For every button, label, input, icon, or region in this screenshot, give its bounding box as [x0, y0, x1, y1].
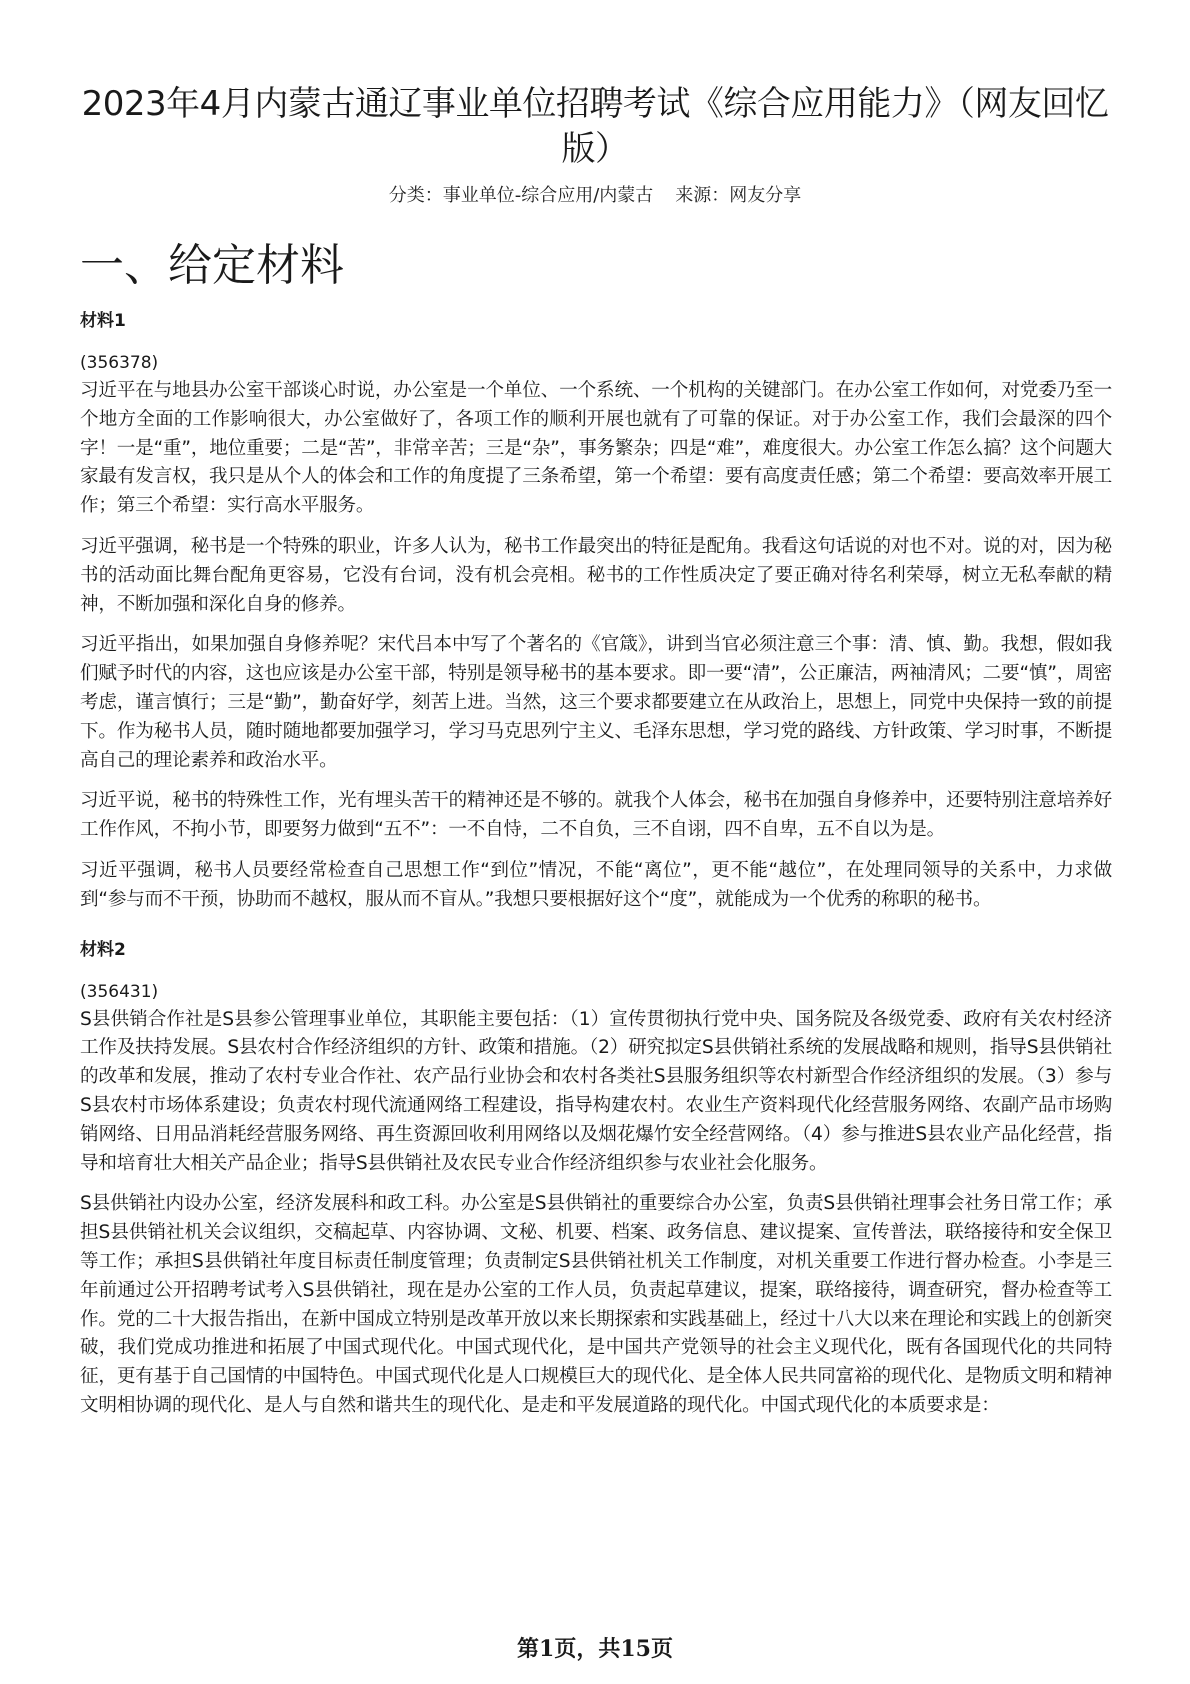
document-title: 2023年4月内蒙古通辽事业单位招聘考试《综合应用能力》（网友回忆版）: [81, 84, 1109, 169]
material-code: (356431): [80, 981, 159, 1002]
materials-content: [80, 306, 1112, 1433]
material-block-2: [80, 935, 1112, 1421]
paragraph: 习近平指出，如果加强自身修养呢？宋代吕本中写了个著名的《官箴》，讲到当官必须注意三个事：清、慎、勤。我想，假如我们赋予时代的内容，这也应该是办公室干部，特别是领导秘书的基本要求。即一要“清”，公正廉洁，两袖清风；二要“慎”，周密考虑，谨言慎行；三是“勤”，勤奋好学，刻苦上进。当然，这三个要求都要建立在从政治上，思想上，同党中央保持一致的前提下。作为秘书人员，随时随地都要加强学习，学习马克思列宁主义、毛泽东思想，学习党的路线、方针政策、学习时事，不断提高自己的理论素养和政治水平。: [80, 634, 1112, 771]
material-code: (356378): [80, 353, 159, 373]
page-number: 第1页，共15页: [517, 1636, 673, 1662]
material-label: 材料1: [80, 311, 126, 331]
paragraph: 习近平强调，秘书是一个特殊的职业，许多人认为，秘书工作最突出的特征是配角。我看这句话说的对也不对。说的对，因为秘书的活动面比舞台配角更容易，它没有台词，没有机会亮相。秘书的工作性质决定了要正确对待名利荣辱，树立无私奉献的精神，不断加强和深化自身的修养。: [80, 535, 1112, 615]
paragraph: 习近平说，秘书的特殊性工作，光有埋头苦干的精神还是不够的。就我个人体会，秘书在加强自身修养中，还要特别注意培养好工作作风，不拘小节，即要努力做到“五不”：一不自恃，二不自负，三不自诩，四不自卑，五不自以为是。: [80, 790, 1112, 841]
section-heading: 一、给定材料: [80, 240, 344, 291]
paragraph: S县供销社内设办公室，经济发展科和政工科。办公室是S县供销社的重要综合办公室，负责S县供销社理事会社务日常工作；承担S县供销社机关会议组织，交稿起草、内容协调、文秘、机要、档案、政务信息、建议提案、宣传普法，联络接待和安全保卫等工作；承担S县供销社年度目标责任制度管理；负责制定S县供销社机关工作制度，对机关重要工作进行督办检查。小李是三年前通过公开招聘考试考入S县供销社，现在是办公室的工作人员，负责起草建议，提案，联络接待，调查研究，督办检查等工作。党的二十大报告指出，在新中国成立特别是改革开放以来长期探索和实践基础上，经过十八大以来在理论和实践上的创新突破，我们党成功推进和拓展了中国式现代化。中国式现代化，是中国共产党领导的社会主义现代化，既有各国现代化的共同特征，更有基于自己国情的中国特色。中国式现代化是人口规模巨大的现代化、是全体人民共同富裕的现代化、是物质文明和精神文明相协调的现代化、是人与自然和谐共生的现代化、是走和平发展道路的现代化。中国式现代化的本质要求是：: [80, 1193, 1112, 1416]
document-meta: [0, 184, 1190, 208]
paragraph: S县供销合作社是S县参公管理事业单位，其职能主要包括：（1）宣传贯彻执行党中央、国务院及各级党委、政府有关农村经济工作及扶持发展。S县农村合作经济组织的方针、政策和措施。（2）研究拟定S县供销社系统的发展战略和规则，指导S县供销社的改革和发展，推动了农村专业合作社、农产品行业协会和农村各类社S县服务组织等农村新型合作经济组织的发展。（3）参与S县农村市场体系建设；负责农村现代流通网络工程建设，指导构建农村。农业生产资料现代化经营服务网络、农副产品市场购销网络、日用品消耗经营服务网络、再生资源回收利用网络以及烟花爆竹安全经营网络。（4）参与推进S县农业产品化经营，指导和培育壮大相关产品企业；指导S县供销社及农民专业合作经济组织参与农业社会化服务。: [80, 1008, 1112, 1174]
material-block-1: [80, 306, 1112, 915]
paragraph: 习近平强调，秘书人员要经常检查自己思想工作“到位”情况，不能“离位”，更不能“越位”，在处理同领导的关系中，力求做到“参与而不干预，协助而不越权，服从而不盲从。”我想只要根据好这个“度”，就能成为一个优秀的称职的秘书。: [80, 859, 1112, 910]
material-label: 材料2: [80, 939, 126, 960]
paragraph: 习近平在与地县办公室干部谈心时说，办公室是一个单位、一个系统、一个机构的关键部门。在办公室工作如何，对党委乃至一个地方全面的工作影响很大，办公室做好了，各项工作的顺利开展也就有了可靠的保证。对于办公室工作，我们会最深的四个字！一是“重”，地位重要；二是“苦”，非常辛苦；三是“杂”，事务繁杂；四是“难”，难度很大。办公室工作怎么搞？这个问题大家最有发言权，我只是从个人的体会和工作的角度提了三条希望，第一个希望：要有高度责任感；第二个希望：要高效率开展工作；第三个希望：实行高水平服务。: [80, 380, 1112, 517]
source-label: 来源：网友分享: [675, 185, 802, 206]
category-label: 分类：事业单位-综合应用/内蒙古: [388, 185, 654, 206]
